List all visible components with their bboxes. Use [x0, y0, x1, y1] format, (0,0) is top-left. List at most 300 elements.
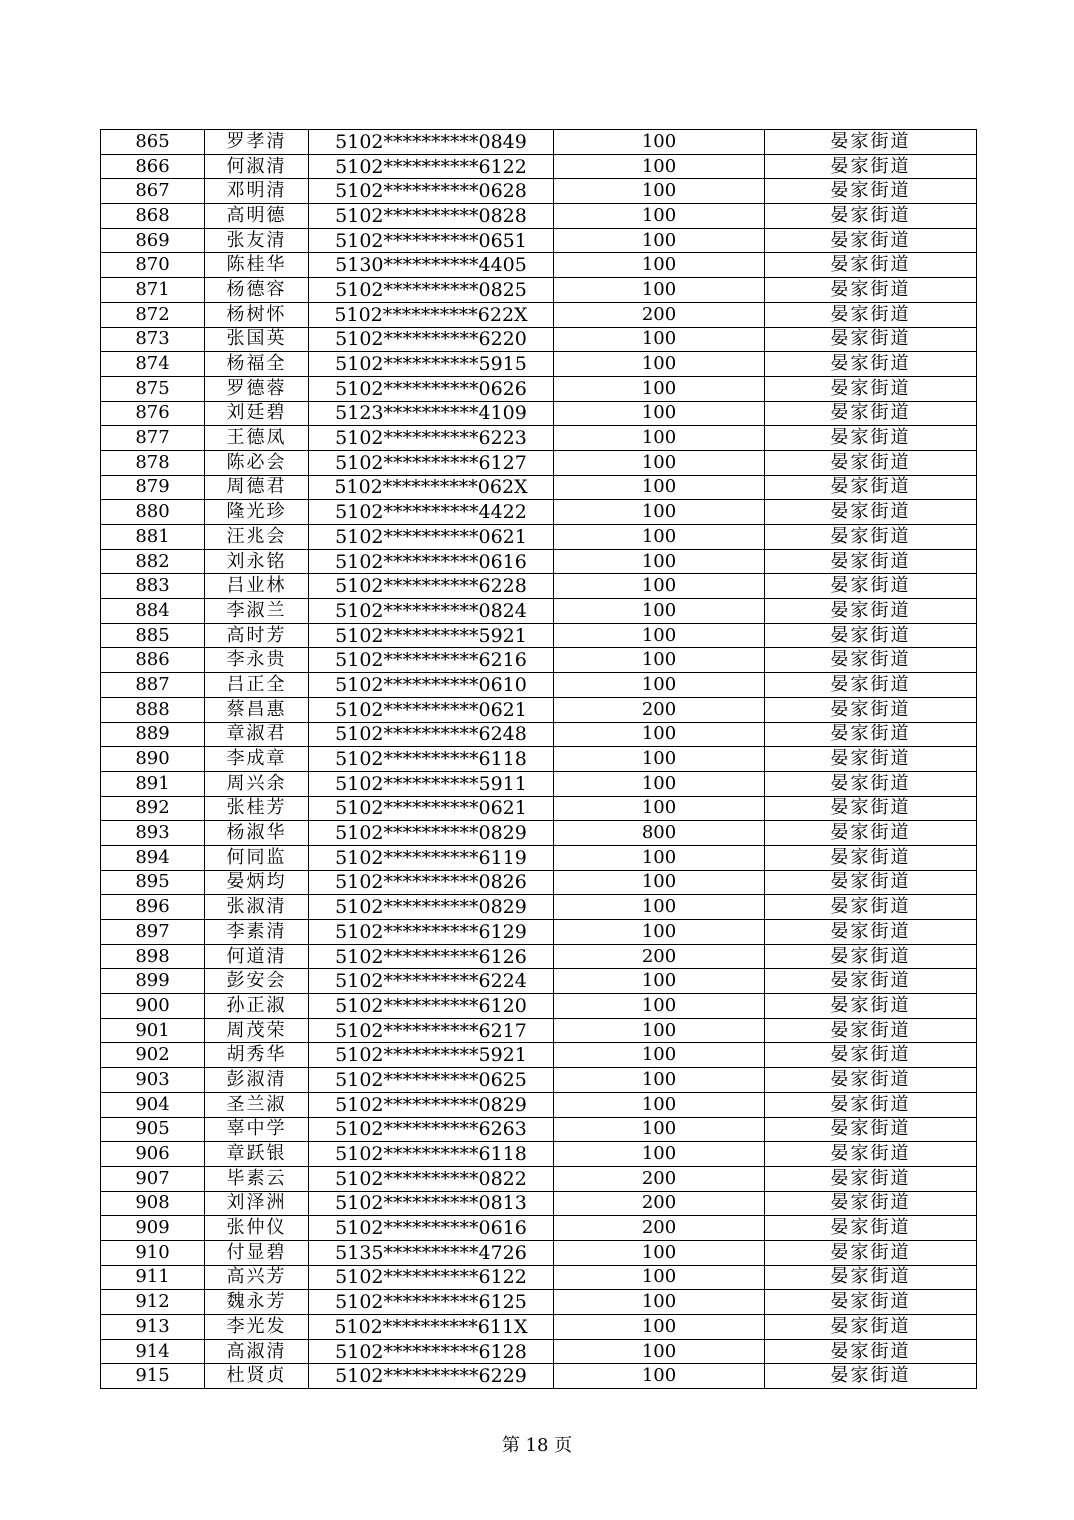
id-number-cell: 5102**********0829 — [309, 821, 554, 846]
table-row — [101, 623, 977, 648]
id-number-cell: 5102**********0829 — [309, 895, 554, 920]
district-cell: 晏家街道 — [765, 1364, 977, 1389]
id-number-cell: 5102**********6125 — [309, 1290, 554, 1315]
row-index-cell: 899 — [101, 969, 205, 994]
amount-cell: 100 — [554, 352, 765, 377]
id-number-cell: 5102**********0621 — [309, 697, 554, 722]
id-number-cell: 5102**********062X — [309, 475, 554, 500]
name-cell: 杨福全 — [205, 352, 309, 377]
table-row — [101, 1191, 977, 1216]
amount-cell: 100 — [554, 1043, 765, 1068]
table-row — [101, 302, 977, 327]
district-cell: 晏家街道 — [765, 673, 977, 698]
name-cell: 李素清 — [205, 920, 309, 945]
district-cell: 晏家街道 — [765, 697, 977, 722]
row-index-cell: 875 — [101, 376, 205, 401]
name-cell: 刘永铭 — [205, 549, 309, 574]
name-cell: 何同监 — [205, 845, 309, 870]
amount-cell: 200 — [554, 944, 765, 969]
table-row — [101, 549, 977, 574]
row-index-cell: 885 — [101, 623, 205, 648]
id-number-cell: 5102**********0822 — [309, 1166, 554, 1191]
district-cell: 晏家街道 — [765, 450, 977, 475]
amount-cell: 100 — [554, 895, 765, 920]
name-cell: 李光发 — [205, 1315, 309, 1340]
name-cell: 刘廷碧 — [205, 401, 309, 426]
row-index-cell: 882 — [101, 549, 205, 574]
district-cell: 晏家街道 — [765, 920, 977, 945]
row-index-cell: 881 — [101, 525, 205, 550]
table-row — [101, 475, 977, 500]
row-index-cell: 900 — [101, 994, 205, 1019]
district-cell: 晏家街道 — [765, 1191, 977, 1216]
table-row — [101, 796, 977, 821]
table-row — [101, 673, 977, 698]
table-row — [101, 1240, 977, 1265]
name-cell: 王德凤 — [205, 426, 309, 451]
id-number-cell: 5102**********6119 — [309, 845, 554, 870]
table-row — [101, 648, 977, 673]
amount-cell: 100 — [554, 845, 765, 870]
amount-cell: 100 — [554, 228, 765, 253]
table-row — [101, 722, 977, 747]
district-cell: 晏家街道 — [765, 352, 977, 377]
id-number-cell: 5102**********6220 — [309, 327, 554, 352]
name-cell: 蔡昌惠 — [205, 697, 309, 722]
table-row — [101, 1265, 977, 1290]
district-cell: 晏家街道 — [765, 599, 977, 624]
district-cell: 晏家街道 — [765, 525, 977, 550]
id-number-cell: 5102**********0628 — [309, 179, 554, 204]
name-cell: 隆光珍 — [205, 500, 309, 525]
name-cell: 圣兰淑 — [205, 1092, 309, 1117]
amount-cell: 100 — [554, 327, 765, 352]
district-cell: 晏家街道 — [765, 1043, 977, 1068]
district-cell: 晏家街道 — [765, 969, 977, 994]
name-cell: 李永贵 — [205, 648, 309, 673]
id-number-cell: 5123**********4109 — [309, 401, 554, 426]
name-cell: 陈必会 — [205, 450, 309, 475]
amount-cell: 100 — [554, 475, 765, 500]
data-table — [100, 129, 977, 1389]
amount-cell: 100 — [554, 1068, 765, 1093]
amount-cell: 100 — [554, 1290, 765, 1315]
id-number-cell: 5102**********0616 — [309, 549, 554, 574]
row-index-cell: 878 — [101, 450, 205, 475]
name-cell: 彭淑清 — [205, 1068, 309, 1093]
id-number-cell: 5130**********4405 — [309, 253, 554, 278]
table-row — [101, 1315, 977, 1340]
name-cell: 吕业林 — [205, 574, 309, 599]
row-index-cell: 904 — [101, 1092, 205, 1117]
district-cell: 晏家街道 — [765, 228, 977, 253]
name-cell: 高时芳 — [205, 623, 309, 648]
amount-cell: 100 — [554, 500, 765, 525]
amount-cell: 100 — [554, 278, 765, 303]
table-row — [101, 771, 977, 796]
amount-cell: 100 — [554, 450, 765, 475]
table-row — [101, 697, 977, 722]
name-cell: 高明德 — [205, 204, 309, 229]
table-row — [101, 969, 977, 994]
id-number-cell: 5102**********5915 — [309, 352, 554, 377]
name-cell: 周茂荣 — [205, 1018, 309, 1043]
id-number-cell: 5102**********5921 — [309, 1043, 554, 1068]
name-cell: 罗孝清 — [205, 130, 309, 155]
district-cell: 晏家街道 — [765, 722, 977, 747]
district-cell: 晏家街道 — [765, 796, 977, 821]
id-number-cell: 5102**********6118 — [309, 747, 554, 772]
amount-cell: 200 — [554, 697, 765, 722]
amount-cell: 100 — [554, 204, 765, 229]
amount-cell: 100 — [554, 525, 765, 550]
amount-cell: 100 — [554, 253, 765, 278]
id-number-cell: 5102**********6217 — [309, 1018, 554, 1043]
name-cell: 罗德蓉 — [205, 376, 309, 401]
row-index-cell: 890 — [101, 747, 205, 772]
name-cell: 毕素云 — [205, 1166, 309, 1191]
table-row — [101, 500, 977, 525]
row-index-cell: 901 — [101, 1018, 205, 1043]
table-row — [101, 1117, 977, 1142]
table-row — [101, 895, 977, 920]
table-row — [101, 821, 977, 846]
district-cell: 晏家街道 — [765, 1339, 977, 1364]
table-row — [101, 1216, 977, 1241]
table-row — [101, 450, 977, 475]
amount-cell: 200 — [554, 1216, 765, 1241]
amount-cell: 100 — [554, 1092, 765, 1117]
amount-cell: 200 — [554, 1191, 765, 1216]
amount-cell: 100 — [554, 796, 765, 821]
district-cell: 晏家街道 — [765, 1166, 977, 1191]
id-number-cell: 5102**********0826 — [309, 870, 554, 895]
table-row — [101, 278, 977, 303]
table-row — [101, 525, 977, 550]
id-number-cell: 5135**********4726 — [309, 1240, 554, 1265]
name-cell: 吕正全 — [205, 673, 309, 698]
row-index-cell: 894 — [101, 845, 205, 870]
table-row — [101, 1364, 977, 1389]
table-row — [101, 130, 977, 155]
row-index-cell: 867 — [101, 179, 205, 204]
table-row — [101, 179, 977, 204]
name-cell: 章跃银 — [205, 1142, 309, 1167]
row-index-cell: 873 — [101, 327, 205, 352]
table-row — [101, 1043, 977, 1068]
amount-cell: 100 — [554, 549, 765, 574]
row-index-cell: 876 — [101, 401, 205, 426]
district-cell: 晏家街道 — [765, 401, 977, 426]
district-cell: 晏家街道 — [765, 130, 977, 155]
table-row — [101, 574, 977, 599]
table-row — [101, 253, 977, 278]
row-index-cell: 898 — [101, 944, 205, 969]
amount-cell: 100 — [554, 1018, 765, 1043]
row-index-cell: 872 — [101, 302, 205, 327]
name-cell: 李淑兰 — [205, 599, 309, 624]
district-cell: 晏家街道 — [765, 475, 977, 500]
id-number-cell: 5102**********5911 — [309, 771, 554, 796]
row-index-cell: 891 — [101, 771, 205, 796]
name-cell: 张国英 — [205, 327, 309, 352]
row-index-cell: 892 — [101, 796, 205, 821]
district-cell: 晏家街道 — [765, 549, 977, 574]
district-cell: 晏家街道 — [765, 302, 977, 327]
row-index-cell: 879 — [101, 475, 205, 500]
id-number-cell: 5102**********6118 — [309, 1142, 554, 1167]
id-number-cell: 5102**********0621 — [309, 525, 554, 550]
row-index-cell: 877 — [101, 426, 205, 451]
row-index-cell: 896 — [101, 895, 205, 920]
table-row — [101, 1018, 977, 1043]
name-cell: 周德君 — [205, 475, 309, 500]
amount-cell: 100 — [554, 1339, 765, 1364]
amount-cell: 100 — [554, 747, 765, 772]
district-cell: 晏家街道 — [765, 870, 977, 895]
id-number-cell: 5102**********6263 — [309, 1117, 554, 1142]
table-row — [101, 426, 977, 451]
id-number-cell: 5102**********6228 — [309, 574, 554, 599]
name-cell: 孙正淑 — [205, 994, 309, 1019]
id-number-cell: 5102**********5921 — [309, 623, 554, 648]
amount-cell: 100 — [554, 1364, 765, 1389]
district-cell: 晏家街道 — [765, 500, 977, 525]
table-row — [101, 401, 977, 426]
name-cell: 张仲仪 — [205, 1216, 309, 1241]
district-cell: 晏家街道 — [765, 747, 977, 772]
id-number-cell: 5102**********6229 — [309, 1364, 554, 1389]
amount-cell: 100 — [554, 130, 765, 155]
name-cell: 付显碧 — [205, 1240, 309, 1265]
row-index-cell: 908 — [101, 1191, 205, 1216]
table-row — [101, 1166, 977, 1191]
table-row — [101, 1142, 977, 1167]
amount-cell: 100 — [554, 920, 765, 945]
name-cell: 杨树怀 — [205, 302, 309, 327]
id-number-cell: 5102**********6120 — [309, 994, 554, 1019]
table-row — [101, 747, 977, 772]
table-row — [101, 204, 977, 229]
name-cell: 邓明清 — [205, 179, 309, 204]
table-row — [101, 1092, 977, 1117]
row-index-cell: 887 — [101, 673, 205, 698]
district-cell: 晏家街道 — [765, 1092, 977, 1117]
amount-cell: 100 — [554, 179, 765, 204]
amount-cell: 100 — [554, 154, 765, 179]
id-number-cell: 5102**********6122 — [309, 1265, 554, 1290]
row-index-cell: 906 — [101, 1142, 205, 1167]
name-cell: 彭安会 — [205, 969, 309, 994]
district-cell: 晏家街道 — [765, 1265, 977, 1290]
district-cell: 晏家街道 — [765, 821, 977, 846]
name-cell: 晏炳均 — [205, 870, 309, 895]
district-cell: 晏家街道 — [765, 845, 977, 870]
name-cell: 杨德容 — [205, 278, 309, 303]
district-cell: 晏家街道 — [765, 179, 977, 204]
district-cell: 晏家街道 — [765, 1068, 977, 1093]
id-number-cell: 5102**********0625 — [309, 1068, 554, 1093]
amount-cell: 100 — [554, 994, 765, 1019]
row-index-cell: 912 — [101, 1290, 205, 1315]
table-row — [101, 944, 977, 969]
district-cell: 晏家街道 — [765, 204, 977, 229]
name-cell: 何道清 — [205, 944, 309, 969]
id-number-cell: 5102**********0626 — [309, 376, 554, 401]
district-cell: 晏家街道 — [765, 278, 977, 303]
amount-cell: 100 — [554, 722, 765, 747]
district-cell: 晏家街道 — [765, 1018, 977, 1043]
name-cell: 周兴余 — [205, 771, 309, 796]
amount-cell: 200 — [554, 302, 765, 327]
name-cell: 张淑清 — [205, 895, 309, 920]
row-index-cell: 871 — [101, 278, 205, 303]
id-number-cell: 5102**********6122 — [309, 154, 554, 179]
id-number-cell: 5102**********0651 — [309, 228, 554, 253]
row-index-cell: 895 — [101, 870, 205, 895]
amount-cell: 100 — [554, 1315, 765, 1340]
district-cell: 晏家街道 — [765, 1315, 977, 1340]
district-cell: 晏家街道 — [765, 154, 977, 179]
row-index-cell: 907 — [101, 1166, 205, 1191]
row-index-cell: 865 — [101, 130, 205, 155]
amount-cell: 100 — [554, 574, 765, 599]
district-cell: 晏家街道 — [765, 1117, 977, 1142]
id-number-cell: 5102**********6223 — [309, 426, 554, 451]
id-number-cell: 5102**********0621 — [309, 796, 554, 821]
id-number-cell: 5102**********622X — [309, 302, 554, 327]
amount-cell: 800 — [554, 821, 765, 846]
id-number-cell: 5102**********0813 — [309, 1191, 554, 1216]
name-cell: 高兴芳 — [205, 1265, 309, 1290]
district-cell: 晏家街道 — [765, 1216, 977, 1241]
id-number-cell: 5102**********6127 — [309, 450, 554, 475]
district-cell: 晏家街道 — [765, 1240, 977, 1265]
id-number-cell: 5102**********6224 — [309, 969, 554, 994]
row-index-cell: 880 — [101, 500, 205, 525]
amount-cell: 100 — [554, 870, 765, 895]
district-cell: 晏家街道 — [765, 648, 977, 673]
amount-cell: 100 — [554, 771, 765, 796]
row-index-cell: 913 — [101, 1315, 205, 1340]
name-cell: 高淑清 — [205, 1339, 309, 1364]
amount-cell: 100 — [554, 1265, 765, 1290]
table-row — [101, 352, 977, 377]
district-cell: 晏家街道 — [765, 1142, 977, 1167]
row-index-cell: 903 — [101, 1068, 205, 1093]
district-cell: 晏家街道 — [765, 895, 977, 920]
row-index-cell: 910 — [101, 1240, 205, 1265]
row-index-cell: 889 — [101, 722, 205, 747]
row-index-cell: 914 — [101, 1339, 205, 1364]
district-cell: 晏家街道 — [765, 1290, 977, 1315]
amount-cell: 100 — [554, 1142, 765, 1167]
id-number-cell: 5102**********0829 — [309, 1092, 554, 1117]
id-number-cell: 5102**********0610 — [309, 673, 554, 698]
district-cell: 晏家街道 — [765, 426, 977, 451]
row-index-cell: 869 — [101, 228, 205, 253]
district-cell: 晏家街道 — [765, 944, 977, 969]
id-number-cell: 5102**********6216 — [309, 648, 554, 673]
table-row — [101, 1339, 977, 1364]
amount-cell: 100 — [554, 623, 765, 648]
amount-cell: 200 — [554, 1166, 765, 1191]
name-cell: 胡秀华 — [205, 1043, 309, 1068]
row-index-cell: 911 — [101, 1265, 205, 1290]
district-cell: 晏家街道 — [765, 574, 977, 599]
id-number-cell: 5102**********611X — [309, 1315, 554, 1340]
name-cell: 刘泽洲 — [205, 1191, 309, 1216]
table-row — [101, 994, 977, 1019]
page-number: 第 18 页 — [501, 1435, 573, 1456]
row-index-cell: 888 — [101, 697, 205, 722]
id-number-cell: 5102**********6129 — [309, 920, 554, 945]
id-number-cell: 5102**********0828 — [309, 204, 554, 229]
table-row — [101, 1068, 977, 1093]
table-row — [101, 599, 977, 624]
district-cell: 晏家街道 — [765, 994, 977, 1019]
name-cell: 陈桂华 — [205, 253, 309, 278]
row-index-cell: 902 — [101, 1043, 205, 1068]
name-cell: 魏永芳 — [205, 1290, 309, 1315]
row-index-cell: 866 — [101, 154, 205, 179]
amount-cell: 100 — [554, 1240, 765, 1265]
amount-cell: 100 — [554, 648, 765, 673]
table-row — [101, 376, 977, 401]
table-row — [101, 1290, 977, 1315]
name-cell: 杨淑华 — [205, 821, 309, 846]
district-cell: 晏家街道 — [765, 623, 977, 648]
id-number-cell: 5102**********6126 — [309, 944, 554, 969]
name-cell: 辜中学 — [205, 1117, 309, 1142]
table-row — [101, 154, 977, 179]
amount-cell: 100 — [554, 969, 765, 994]
row-index-cell: 868 — [101, 204, 205, 229]
amount-cell: 100 — [554, 599, 765, 624]
row-index-cell: 893 — [101, 821, 205, 846]
row-index-cell: 883 — [101, 574, 205, 599]
id-number-cell: 5102**********4422 — [309, 500, 554, 525]
table-body — [101, 130, 977, 1389]
district-cell: 晏家街道 — [765, 771, 977, 796]
name-cell: 章淑君 — [205, 722, 309, 747]
table-row — [101, 228, 977, 253]
row-index-cell: 886 — [101, 648, 205, 673]
row-index-cell: 897 — [101, 920, 205, 945]
table-row — [101, 920, 977, 945]
table-row — [101, 845, 977, 870]
name-cell: 何淑清 — [205, 154, 309, 179]
id-number-cell: 5102**********0849 — [309, 130, 554, 155]
id-number-cell: 5102**********0824 — [309, 599, 554, 624]
name-cell: 张友清 — [205, 228, 309, 253]
name-cell: 杜贤贞 — [205, 1364, 309, 1389]
district-cell: 晏家街道 — [765, 376, 977, 401]
row-index-cell: 905 — [101, 1117, 205, 1142]
amount-cell: 100 — [554, 426, 765, 451]
row-index-cell: 870 — [101, 253, 205, 278]
district-cell: 晏家街道 — [765, 327, 977, 352]
name-cell: 汪兆会 — [205, 525, 309, 550]
table-row — [101, 870, 977, 895]
row-index-cell: 909 — [101, 1216, 205, 1241]
table-row — [101, 327, 977, 352]
id-number-cell: 5102**********0616 — [309, 1216, 554, 1241]
name-cell: 李成章 — [205, 747, 309, 772]
row-index-cell: 915 — [101, 1364, 205, 1389]
id-number-cell: 5102**********6128 — [309, 1339, 554, 1364]
amount-cell: 100 — [554, 401, 765, 426]
